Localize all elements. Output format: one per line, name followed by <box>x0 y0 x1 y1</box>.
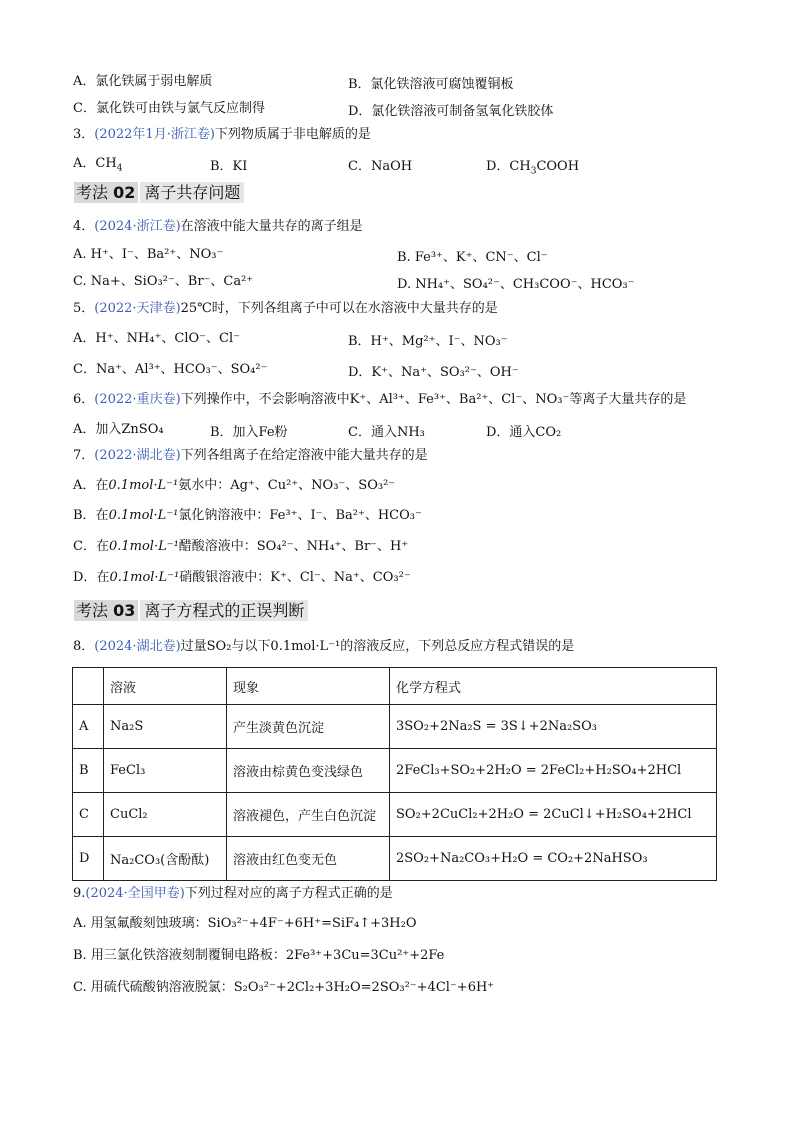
table-cell: 溶液褪色，产生白色沉淀 <box>227 793 390 837</box>
q9-stem-line <box>73 885 393 903</box>
table-cell: 产生淡黄色沉淀 <box>227 705 390 749</box>
question-stem: 过量SO₂与以下0.1mol·L⁻¹的溶液反应，下列总反应方程式错误的是 <box>180 639 575 654</box>
question-source: (2022·重庆卷) <box>94 392 181 407</box>
question-number: 5． <box>73 301 95 316</box>
q6-stem-line <box>73 391 686 409</box>
table-cell: SO₂+2CuCl₂+2H₂O = 2CuCl↓+H₂SO₄+2HCl <box>390 793 717 837</box>
q4-option-a: A. H⁺、I⁻、Ba²⁺、NO₃⁻ <box>73 247 224 262</box>
table-cell: Na₂S <box>104 705 227 749</box>
table-header-cell <box>73 668 104 705</box>
question-source: (2022·湖北卷) <box>94 448 181 463</box>
question-number: 4． <box>73 219 95 234</box>
table-cell: A <box>73 705 104 749</box>
q7-option-a: A．在0.1mol·L⁻¹氨水中：Ag⁺、Cu²⁺、NO₃⁻、SO₃²⁻ <box>73 478 396 493</box>
table-cell: 2SO₂+Na₂CO₃+H₂O = CO₂+2NaHSO₃ <box>390 837 717 881</box>
q2-option-b: B．氯化铁溶液可腐蚀覆铜板 <box>348 77 514 92</box>
question-source: (2024·浙江卷) <box>94 219 181 234</box>
question-source: (2024·全国甲卷) <box>85 886 185 901</box>
question-number: 7． <box>73 448 95 463</box>
table-row <box>73 837 717 881</box>
q2-option-d: D．氯化铁溶液可制备氢氧化铁胶体 <box>348 104 554 119</box>
section-label: 考法 02 <box>74 182 138 203</box>
table-row <box>73 705 717 749</box>
q7-stem-line <box>73 447 428 465</box>
q7-option-d: D．在0.1mol·L⁻¹硝酸银溶液中：K⁺、Cl⁻、Na⁺、CO₃²⁻ <box>73 570 411 585</box>
q3-option-b: B．KI <box>210 159 248 174</box>
question-stem: 下列操作中，不会影响溶液中K⁺、Al³⁺、Fe³⁺、Ba²⁺、Cl⁻、NO₃⁻等离子大量共存的是 <box>180 392 687 407</box>
q5-option-c: C．Na⁺、Al³⁺、HCO₃⁻、SO₄²⁻ <box>73 362 268 377</box>
question-number: 6． <box>73 392 95 407</box>
q7-option-c: C．在0.1mol·L⁻¹醋酸溶液中：SO₄²⁻、NH₄⁺、Br⁻、H⁺ <box>73 539 409 554</box>
section-heading-02 <box>72 182 248 204</box>
q3-stem-line <box>73 126 371 144</box>
section-title: 离子方程式的正误判断 <box>140 600 308 621</box>
q2-option-c: C．氯化铁可由铁与氯气反应制得 <box>73 101 265 116</box>
section-heading-03 <box>72 600 312 622</box>
q6-option-c: C．通入NH₃ <box>348 425 425 440</box>
question-source: (2024·湖北卷) <box>94 639 181 654</box>
q5-option-d: D．K⁺、Na⁺、SO₃²⁻、OH⁻ <box>348 365 519 380</box>
q7-option-b: B．在0.1mol·L⁻¹氯化钠溶液中：Fe³⁺、I⁻、Ba²⁺、HCO₃⁻ <box>73 508 422 523</box>
reaction-table <box>72 667 717 881</box>
table-cell: B <box>73 749 104 793</box>
table-row <box>73 793 717 837</box>
q8-stem-line <box>73 638 574 656</box>
table-header-cell: 溶液 <box>104 668 227 705</box>
section-title: 离子共存问题 <box>140 182 244 203</box>
q4-option-c: C. Na+、SiO₃²⁻、Br⁻、Ca²⁺ <box>73 274 254 289</box>
table-cell: 溶液由棕黄色变浅绿色 <box>227 749 390 793</box>
table-cell: 溶液由红色变无色 <box>227 837 390 881</box>
q5-option-b: B．H⁺、Mg²⁺、I⁻、NO₃⁻ <box>348 334 508 349</box>
question-stem: 下列各组离子在给定溶液中能大量共存的是 <box>180 448 428 463</box>
q6-option-d: D．通入CO₂ <box>486 425 562 440</box>
table-cell: FeCl₃ <box>104 749 227 793</box>
q6-option-b: B．加入Fe粉 <box>210 425 288 440</box>
table-header-cell: 现象 <box>227 668 390 705</box>
q3-option-d: D．$CH_3COOH$ <box>486 159 580 177</box>
table-header-row <box>73 668 717 705</box>
table-header-cell: 化学方程式 <box>390 668 717 705</box>
q4-option-b: B. Fe³⁺、K⁺、CN⁻、Cl⁻ <box>397 250 548 265</box>
table-cell: 3SO₂+2Na₂S = 3S↓+2Na₂SO₃ <box>390 705 717 749</box>
table-cell: CuCl₂ <box>104 793 227 837</box>
question-number: 9. <box>73 886 86 901</box>
table-cell: C <box>73 793 104 837</box>
section-label: 考法 03 <box>74 600 138 621</box>
q4-stem-line <box>73 218 363 236</box>
q9-option-c: C. 用硫代硫酸钠溶液脱氯：S₂O₃²⁻+2Cl₂+3H₂O=2SO₃²⁻+4Cl⁻+6H⁺ <box>73 980 495 995</box>
question-stem: 在溶液中能大量共存的离子组是 <box>180 219 363 234</box>
question-number: 8． <box>73 639 95 654</box>
q9-option-b: B. 用三氯化铁溶液刻制覆铜电路板：2Fe³⁺+3Cu=3Cu²⁺+2Fe <box>73 948 445 963</box>
table-row <box>73 749 717 793</box>
question-stem: 下列过程对应的离子方程式正确的是 <box>184 886 393 901</box>
question-source: (2022·天津卷) <box>94 301 181 316</box>
question-number: 3． <box>73 127 95 142</box>
q4-option-d: D. NH₄⁺、SO₄²⁻、CH₃COO⁻、HCO₃⁻ <box>397 277 635 292</box>
q3-option-a: A．$CH_4$ <box>73 156 123 174</box>
q2-option-a: A．氯化铁属于弱电解质 <box>73 74 213 89</box>
table-cell: Na₂CO₃(含酚酞) <box>104 837 227 881</box>
table-cell: D <box>73 837 104 881</box>
q6-option-a: A．加入ZnSO₄ <box>73 422 164 437</box>
question-source: (2022年1月·浙江卷) <box>94 127 215 142</box>
q5-stem-line <box>73 300 498 318</box>
table-cell: 2FeCl₃+SO₂+2H₂O = 2FeCl₂+H₂SO₄+2HCl <box>390 749 717 793</box>
q5-option-a: A．H⁺、NH₄⁺、ClO⁻、Cl⁻ <box>73 331 240 346</box>
q3-option-c: C．NaOH <box>348 159 413 174</box>
q9-option-a: A. 用氢氟酸刻蚀玻璃：SiO₃²⁻+4F⁻+6H⁺=SiF₄↑+3H₂O <box>73 916 417 931</box>
question-stem: 25℃时，下列各组离子中可以在水溶液中大量共存的是 <box>180 301 498 316</box>
question-stem: 下列物质属于非电解质的是 <box>214 127 371 142</box>
